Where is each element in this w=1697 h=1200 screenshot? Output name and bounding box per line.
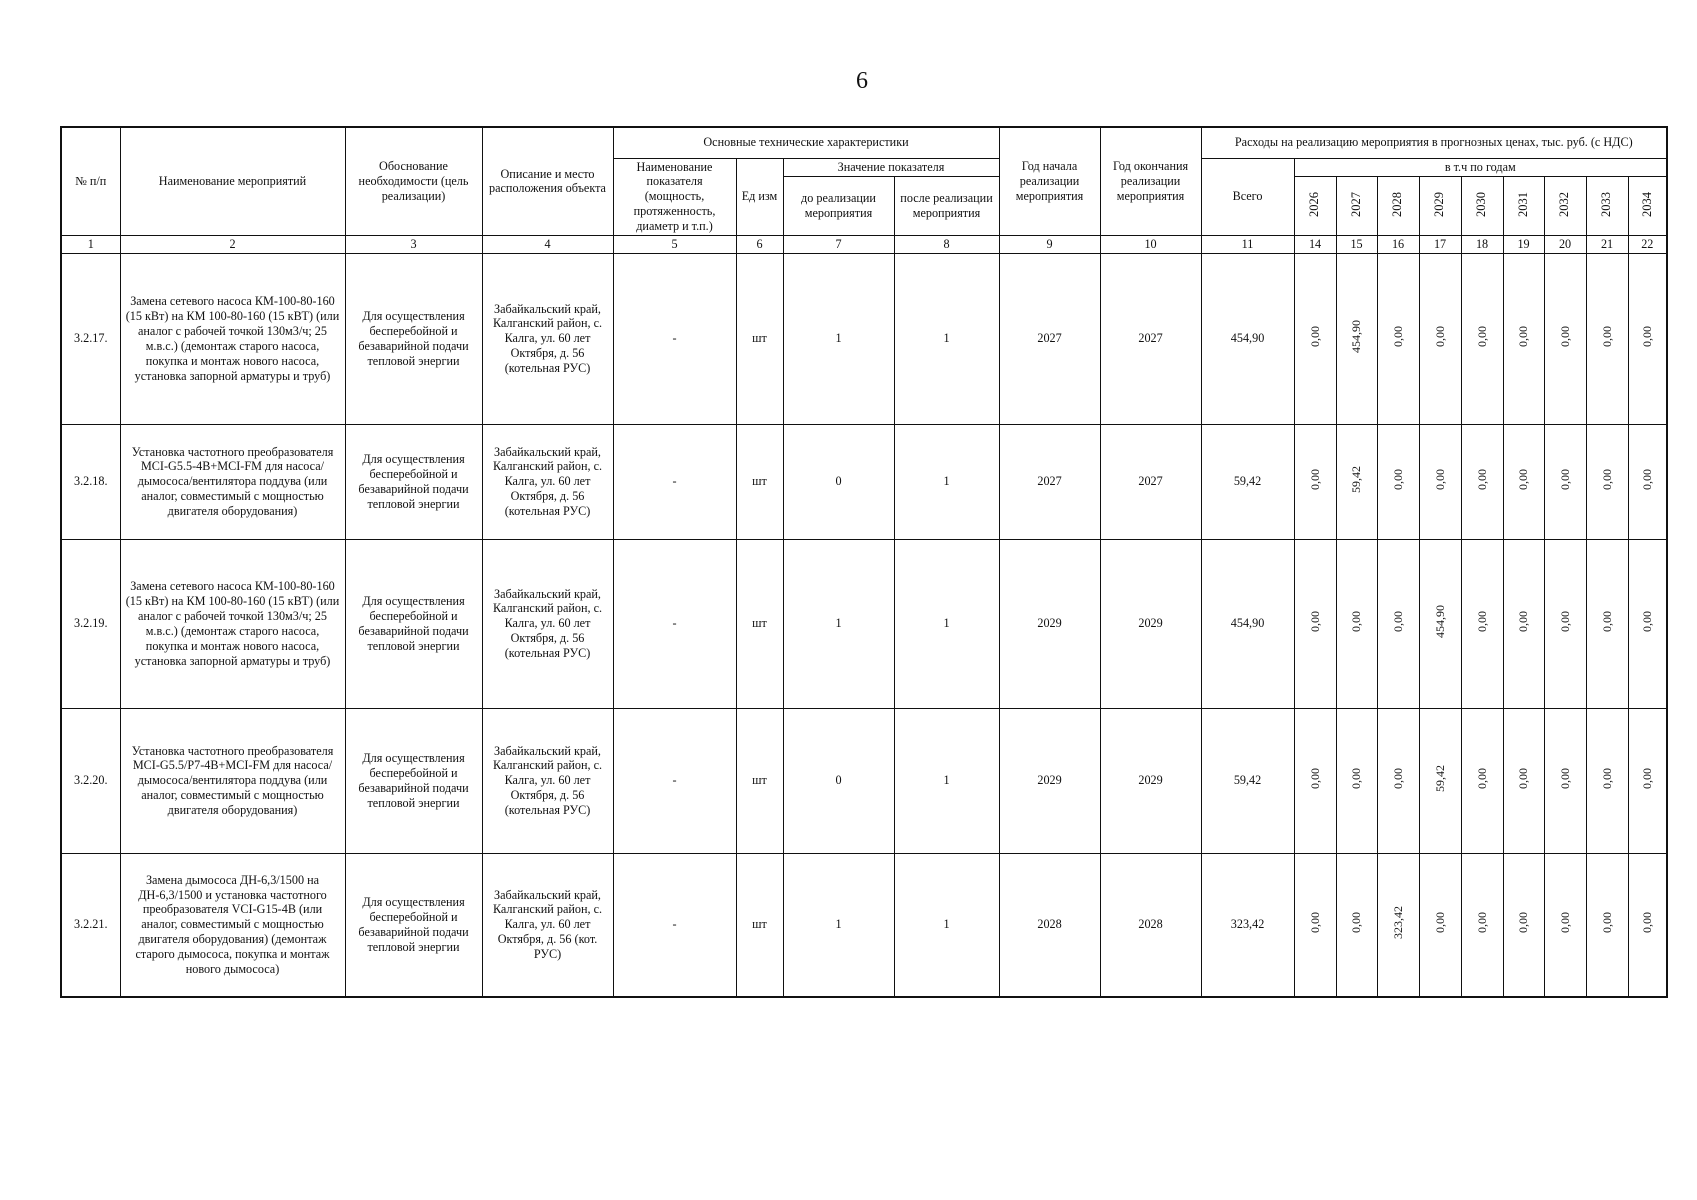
row-year-cost [1503, 853, 1544, 997]
row-before: 0 [783, 424, 894, 539]
row-indicator: - [613, 539, 736, 708]
row-total: 323,42 [1201, 853, 1294, 997]
year-cost-value: 0,00 [1639, 469, 1654, 491]
row-indicator: - [613, 253, 736, 424]
table-header [61, 127, 1667, 253]
row-description: Забайкальский край, Калганский район, с. Калга, ул. 60 лет Октября, д. 56 (котельная РУС) [482, 253, 613, 424]
row-year-cost [1377, 708, 1419, 853]
row-year-cost [1544, 853, 1586, 997]
row-year-cost [1628, 424, 1667, 539]
year-label: 2026 [1307, 191, 1322, 217]
year-cost-value: 454,90 [1349, 320, 1364, 354]
year-cost-value: 0,00 [1474, 469, 1489, 491]
row-year-cost [1336, 853, 1377, 997]
column-number: 19 [1503, 235, 1544, 253]
row-year-cost [1544, 539, 1586, 708]
row-basis: Для осуществления бесперебойной и безаварийной подачи тепловой энергии [345, 853, 482, 997]
column-number: 17 [1419, 235, 1461, 253]
header-total: Всего [1201, 158, 1294, 235]
row-description: Забайкальский край, Калганский район, с. Калга, ул. 60 лет Октября, д. 56 (котельная РУС) [482, 424, 613, 539]
row-year-cost [1544, 253, 1586, 424]
column-number: 6 [736, 235, 783, 253]
row-year-cost [1628, 708, 1667, 853]
row-num: 3.2.21. [61, 853, 120, 997]
header-year [1544, 177, 1586, 236]
year-label: 2030 [1474, 191, 1489, 217]
year-cost-value: 59,42 [1432, 765, 1447, 793]
row-name: Установка частотного преобразователя MCI-G5.5/P7-4B+MCI-FM для насоса/дымососа/вентилятора поддува (или аналог, совместимый с мощностью двигателя оборудования) [120, 708, 345, 853]
row-indicator: - [613, 853, 736, 997]
year-cost-value: 0,00 [1516, 326, 1531, 348]
row-year-cost [1628, 853, 1667, 997]
row-year-cost [1461, 853, 1503, 997]
year-cost-value: 0,00 [1474, 611, 1489, 633]
year-cost-value: 0,00 [1432, 326, 1447, 348]
row-description: Забайкальский край, Калганский район, с. Калга, ул. 60 лет Октября, д. 56 (кот. РУС) [482, 853, 613, 997]
column-number: 16 [1377, 235, 1419, 253]
table-row [61, 539, 1667, 708]
header-year [1461, 177, 1503, 236]
row-year-cost [1461, 253, 1503, 424]
year-cost-value: 0,00 [1599, 611, 1614, 633]
year-cost-value: 0,00 [1307, 469, 1322, 491]
row-unit: шт [736, 853, 783, 997]
year-cost-value: 0,00 [1474, 326, 1489, 348]
row-year-cost [1419, 708, 1461, 853]
row-year-cost [1419, 539, 1461, 708]
row-year-cost [1503, 253, 1544, 424]
row-description: Забайкальский край, Калганский район, с. Калга, ул. 60 лет Октября, д. 56 (котельная РУС) [482, 539, 613, 708]
row-end-year: 2027 [1100, 253, 1201, 424]
column-number: 3 [345, 235, 482, 253]
year-cost-value: 454,90 [1432, 605, 1447, 639]
year-cost-value: 0,00 [1516, 768, 1531, 790]
row-year-cost [1461, 539, 1503, 708]
column-number: 20 [1544, 235, 1586, 253]
year-cost-value: 0,00 [1349, 611, 1364, 633]
row-before: 1 [783, 853, 894, 997]
year-cost-value: 0,00 [1432, 912, 1447, 934]
header-name: Наименование мероприятий [120, 127, 345, 235]
header-indicator-name: Наименование показателя (мощность, протяженность, диаметр и т.п.) [613, 158, 736, 235]
row-basis: Для осуществления бесперебойной и безаварийной подачи тепловой энергии [345, 253, 482, 424]
row-before: 1 [783, 253, 894, 424]
column-number: 18 [1461, 235, 1503, 253]
table-row [61, 424, 1667, 539]
column-number: 8 [894, 235, 999, 253]
year-cost-value: 0,00 [1474, 912, 1489, 934]
year-label: 2031 [1515, 191, 1530, 217]
row-name: Установка частотного преобразователя MCI-G5.5-4B+MCI-FM для насоса/дымососа/вентилятора поддува (или аналог, совместимый с мощностью двигателя оборудования) [120, 424, 345, 539]
row-start-year: 2027 [999, 253, 1100, 424]
header-tech-group: Основные технические характеристики [613, 127, 999, 158]
column-number: 11 [1201, 235, 1294, 253]
row-basis: Для осуществления бесперебойной и безаварийной подачи тепловой энергии [345, 708, 482, 853]
row-year-cost [1461, 424, 1503, 539]
year-cost-value: 0,00 [1557, 768, 1572, 790]
row-year-cost [1294, 539, 1336, 708]
table-body [61, 253, 1667, 997]
row-year-cost [1586, 253, 1628, 424]
year-cost-value: 0,00 [1599, 326, 1614, 348]
year-cost-value: 0,00 [1307, 768, 1322, 790]
row-indicator: - [613, 708, 736, 853]
year-cost-value: 0,00 [1639, 326, 1654, 348]
column-number: 10 [1100, 235, 1201, 253]
page-number: 6 [856, 68, 868, 94]
column-number: 1 [61, 235, 120, 253]
row-total: 454,90 [1201, 539, 1294, 708]
year-cost-value: 59,42 [1349, 466, 1364, 494]
year-cost-value: 0,00 [1599, 469, 1614, 491]
row-year-cost [1586, 708, 1628, 853]
row-year-cost [1419, 424, 1461, 539]
row-before: 0 [783, 708, 894, 853]
year-cost-value: 0,00 [1639, 611, 1654, 633]
row-year-cost [1336, 708, 1377, 853]
row-year-cost [1294, 424, 1336, 539]
row-start-year: 2029 [999, 539, 1100, 708]
row-start-year: 2027 [999, 424, 1100, 539]
header-value-group: Значение показателя [783, 158, 999, 177]
year-cost-value: 0,00 [1557, 611, 1572, 633]
header-before: до реализации мероприятия [783, 177, 894, 236]
row-year-cost [1336, 253, 1377, 424]
header-year [1586, 177, 1628, 236]
row-after: 1 [894, 853, 999, 997]
year-cost-value: 0,00 [1599, 768, 1614, 790]
row-year-cost [1544, 708, 1586, 853]
year-label: 2034 [1639, 191, 1654, 217]
table-row [61, 708, 1667, 853]
column-number: 21 [1586, 235, 1628, 253]
header-start-year: Год начала реализации мероприятия [999, 127, 1100, 235]
year-cost-value: 0,00 [1639, 768, 1654, 790]
year-cost-value: 0,00 [1432, 469, 1447, 491]
header-year [1419, 177, 1461, 236]
row-unit: шт [736, 253, 783, 424]
column-number: 2 [120, 235, 345, 253]
row-year-cost [1377, 424, 1419, 539]
column-number: 7 [783, 235, 894, 253]
row-year-cost [1419, 253, 1461, 424]
row-year-cost [1586, 853, 1628, 997]
header-description: Описание и место расположения объекта [482, 127, 613, 235]
row-year-cost [1503, 539, 1544, 708]
column-number: 15 [1336, 235, 1377, 253]
year-label: 2033 [1599, 191, 1614, 217]
year-cost-value: 0,00 [1516, 611, 1531, 633]
row-year-cost [1294, 853, 1336, 997]
table-row [61, 253, 1667, 424]
header-year [1336, 177, 1377, 236]
row-after: 1 [894, 253, 999, 424]
year-cost-value: 0,00 [1390, 469, 1405, 491]
year-cost-value: 0,00 [1307, 611, 1322, 633]
column-number: 5 [613, 235, 736, 253]
row-year-cost [1336, 424, 1377, 539]
year-cost-value: 0,00 [1557, 912, 1572, 934]
year-label: 2032 [1557, 191, 1572, 217]
row-year-cost [1419, 853, 1461, 997]
year-cost-value: 0,00 [1307, 912, 1322, 934]
row-year-cost [1503, 708, 1544, 853]
row-after: 1 [894, 708, 999, 853]
row-before: 1 [783, 539, 894, 708]
row-year-cost [1503, 424, 1544, 539]
row-year-cost [1294, 253, 1336, 424]
header-unit: Ед изм [736, 158, 783, 235]
row-year-cost [1461, 708, 1503, 853]
header-end-year: Год окончания реализации мероприятия [1100, 127, 1201, 235]
column-number: 14 [1294, 235, 1336, 253]
year-label: 2027 [1348, 191, 1363, 217]
year-cost-value: 0,00 [1390, 326, 1405, 348]
header-by-years: в т.ч по годам [1294, 158, 1667, 177]
column-number: 4 [482, 235, 613, 253]
table-row [61, 853, 1667, 997]
header-basis: Обоснование необходимости (цель реализации) [345, 127, 482, 235]
year-cost-value: 0,00 [1390, 611, 1405, 633]
row-year-cost [1586, 539, 1628, 708]
row-num: 3.2.17. [61, 253, 120, 424]
year-cost-value: 0,00 [1349, 768, 1364, 790]
row-total: 59,42 [1201, 708, 1294, 853]
year-cost-value: 0,00 [1349, 912, 1364, 934]
row-name: Замена сетевого насоса КМ-100-80-160 (15 кВт) на КМ 100-80-160 (15 кВТ) (или аналог с рабочей точкой 130м3/ч; 25 м.в.с.) (демонтаж старого насоса, покупка и монтаж нового насоса, установка запорной арматуры и труб) [120, 539, 345, 708]
row-year-cost [1586, 424, 1628, 539]
row-num: 3.2.20. [61, 708, 120, 853]
row-basis: Для осуществления бесперебойной и безаварийной подачи тепловой энергии [345, 424, 482, 539]
year-cost-value: 0,00 [1639, 912, 1654, 934]
row-after: 1 [894, 424, 999, 539]
row-start-year: 2029 [999, 708, 1100, 853]
row-year-cost [1628, 539, 1667, 708]
row-year-cost [1377, 539, 1419, 708]
header-after: после реализации мероприятия [894, 177, 999, 236]
header-costs-group: Расходы на реализацию мероприятия в прогнозных ценах, тыс. руб. (с НДС) [1201, 127, 1667, 158]
row-name: Замена дымососа ДН-6,3/1500 на ДН-6,3/1500 и установка частотного преобразователя VCI-G15-4B (или аналог, совместимый с мощностью двигателя оборудования) (демонтаж старого дымососа, покупка и монтаж нового дымососа) [120, 853, 345, 997]
row-name: Замена сетевого насоса КМ-100-80-160 (15 кВт) на КМ 100-80-160 (15 кВТ) (или аналог с рабочей точкой 130м3/ч; 25 м.в.с.) (демонтаж старого насоса, покупка и монтаж нового насоса, установка запорной арматуры и труб) [120, 253, 345, 424]
row-end-year: 2028 [1100, 853, 1201, 997]
header-year [1628, 177, 1667, 236]
row-num: 3.2.19. [61, 539, 120, 708]
header-num: № п/п [61, 127, 120, 235]
header-year [1377, 177, 1419, 236]
row-year-cost [1377, 253, 1419, 424]
row-year-cost [1336, 539, 1377, 708]
year-cost-value: 0,00 [1599, 912, 1614, 934]
header-year [1294, 177, 1336, 236]
row-start-year: 2028 [999, 853, 1100, 997]
year-cost-value: 0,00 [1557, 469, 1572, 491]
year-cost-value: 0,00 [1474, 768, 1489, 790]
row-after: 1 [894, 539, 999, 708]
year-cost-value: 0,00 [1390, 768, 1405, 790]
column-number: 22 [1628, 235, 1667, 253]
row-end-year: 2027 [1100, 424, 1201, 539]
row-unit: шт [736, 539, 783, 708]
row-indicator: - [613, 424, 736, 539]
row-year-cost [1544, 424, 1586, 539]
measures-table [60, 126, 1668, 998]
row-num: 3.2.18. [61, 424, 120, 539]
row-year-cost [1377, 853, 1419, 997]
row-end-year: 2029 [1100, 708, 1201, 853]
year-cost-value: 0,00 [1516, 469, 1531, 491]
year-cost-value: 0,00 [1516, 912, 1531, 934]
row-total: 454,90 [1201, 253, 1294, 424]
row-unit: шт [736, 708, 783, 853]
row-unit: шт [736, 424, 783, 539]
year-cost-value: 0,00 [1307, 326, 1322, 348]
year-label: 2029 [1432, 191, 1447, 217]
year-label: 2028 [1390, 191, 1405, 217]
column-number: 9 [999, 235, 1100, 253]
row-basis: Для осуществления бесперебойной и безаварийной подачи тепловой энергии [345, 539, 482, 708]
header-year [1503, 177, 1544, 236]
row-end-year: 2029 [1100, 539, 1201, 708]
year-cost-value: 0,00 [1557, 326, 1572, 348]
row-description: Забайкальский край, Калганский район, с. Калга, ул. 60 лет Октября, д. 56 (котельная РУС) [482, 708, 613, 853]
row-year-cost [1628, 253, 1667, 424]
year-cost-value: 323,42 [1390, 906, 1405, 940]
row-year-cost [1294, 708, 1336, 853]
row-total: 59,42 [1201, 424, 1294, 539]
column-numbers-row [61, 235, 1667, 253]
